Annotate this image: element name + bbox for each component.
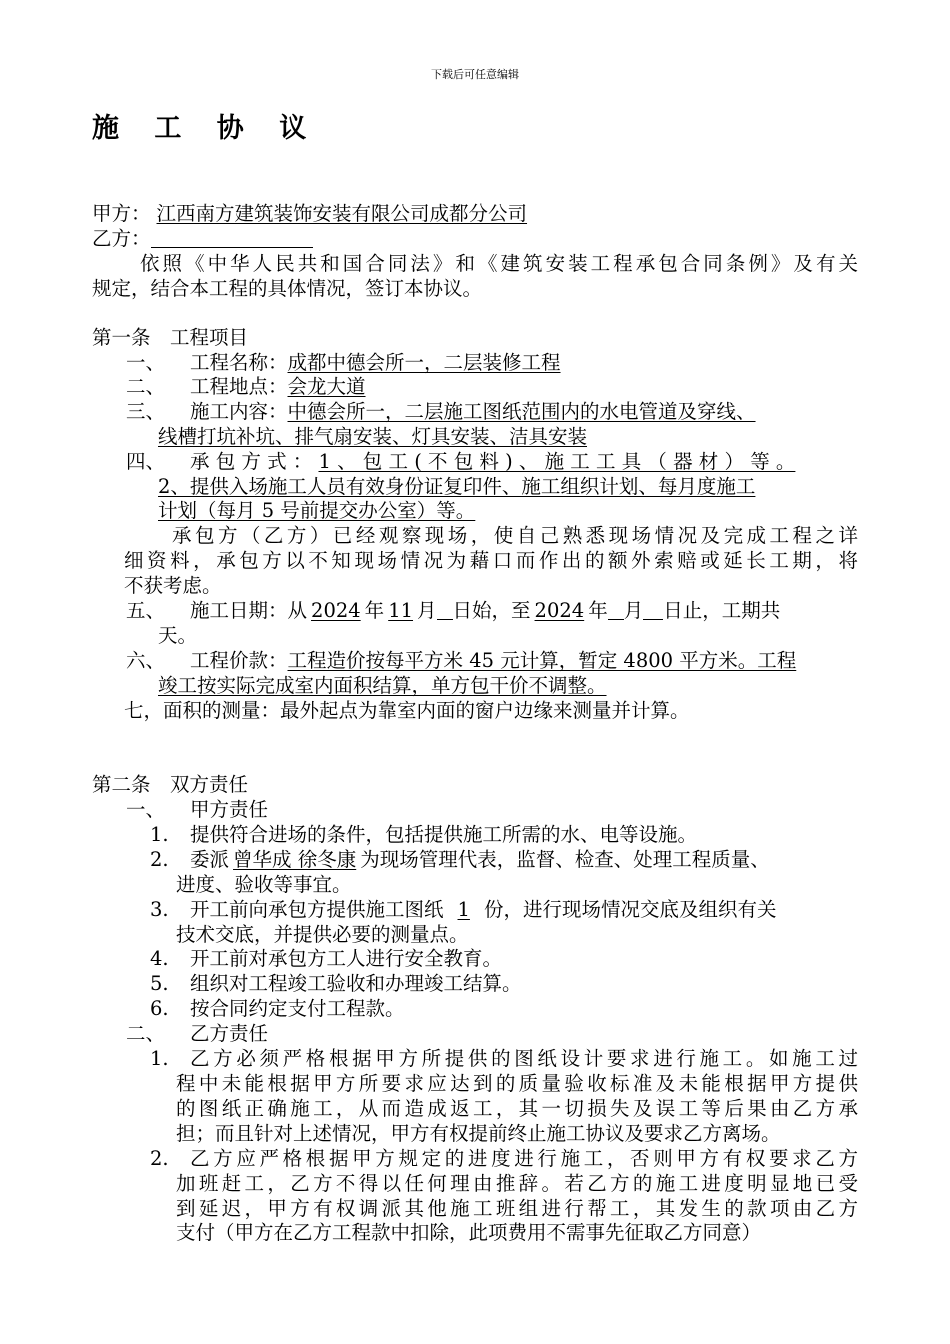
partB-item1-line4: 担；而且针对上述情况，甲方有权提前终止施工协议及要求乙方离场。 <box>176 1122 781 1145</box>
site-representatives: 曾华成 徐冬康 <box>233 848 357 871</box>
partB-item1-line2: 程中未能根据甲方所要求应达到的质量验收标准及未能根据甲方提供 <box>176 1072 858 1095</box>
partB-item1-line3: 的图纸正确施工，从而造成返工，其一切损失及误工等后果由乙方承 <box>176 1097 858 1120</box>
partB-num: 二、 <box>126 1022 166 1045</box>
item4-value1: 1 、 包 工 ( 不 包 料 ) 、 施 工 工 具 （ 器 材 ） 等 。 <box>318 450 796 473</box>
item6-line2 <box>158 673 617 698</box>
item4-label: 承 包 方 式 ： <box>190 450 313 473</box>
item3-value2: 线槽打坑补坑、排气扇安装、灯具安装、洁具安装 <box>158 425 588 448</box>
item3-line1 <box>190 399 756 424</box>
item4-num: 四、 <box>126 450 166 473</box>
item5-num: 五、 <box>126 599 166 622</box>
partA-item1-num: 1. <box>150 823 169 846</box>
item6-value1: 工程造价按每平方米 45 元计算，暂定 4800 平方米。工程 <box>287 649 797 672</box>
item3-value1: 中德会所一，二层施工图纸范围内的水电管道及穿线、 <box>287 400 756 423</box>
partA-item5-num: 5. <box>150 972 169 995</box>
partA-num: 一、 <box>126 798 166 821</box>
drawing-count: 1 <box>457 898 470 921</box>
item7-line: 七，面积的测量：最外起点为靠室内面的窗户边缘来测量并计算。 <box>124 699 690 722</box>
partB-item1-num: 1. <box>150 1047 169 1070</box>
item6-value2: 竣工按实际完成室内面积结算，单方包干价不调整。 <box>158 674 607 697</box>
item3-line2 <box>158 424 587 449</box>
partA-item2-line2: 进度、验收等事宜。 <box>176 873 352 896</box>
item1-line <box>190 350 679 375</box>
item2-label: 工程地点： <box>190 375 288 398</box>
partA-item5-text: 组织对工程竣工验收和办理竣工结算。 <box>190 972 522 995</box>
document-title: 施 工 协 议 <box>92 113 320 144</box>
item4-line3 <box>158 498 489 523</box>
item6-num: 六、 <box>126 649 166 672</box>
item5-label: 施工日期： <box>190 599 288 622</box>
party-a-label: 甲方： <box>92 202 151 225</box>
partA-item3-line2: 技术交底，并提供必要的测量点。 <box>176 923 469 946</box>
item4-value3: 计划（每月 5 号前提交办公室）等。 <box>158 499 476 522</box>
end-month-blank <box>608 599 624 620</box>
item5-line: 施工日期：从 2024 年 11 月 日始，至 2024 年 月 日止，工期共 <box>190 599 781 622</box>
item4-line2 <box>158 474 755 499</box>
party-b-blank <box>151 227 313 248</box>
partB-item2-line4: 支付（甲方在乙方工程款中扣除，此项费用不需事先征取乙方同意） <box>176 1221 762 1244</box>
partA-item3-num: 3. <box>150 898 169 921</box>
partB-item2-num: 2. <box>150 1147 169 1170</box>
partB-item2-line2: 加班赶工，乙方不得以任何理由推辞。若乙方的施工进度明显地已受 <box>176 1172 858 1195</box>
item6-line1 <box>190 648 796 673</box>
partA-item4-num: 4. <box>150 947 169 970</box>
item2-num: 二、 <box>126 375 166 398</box>
party-a-value: 江西南方建筑装饰安装有限公司成都分公司 <box>156 202 528 225</box>
header-note: 下载后可任意编辑 <box>431 68 519 81</box>
preamble-line-2: 规定，结合本工程的具体情况，签订本协议。 <box>92 277 483 300</box>
start-year: 2024 <box>311 599 361 622</box>
item3-label: 施工内容： <box>190 400 288 423</box>
item1-label: 工程名称： <box>190 351 288 374</box>
partA-item6-num: 6. <box>150 997 169 1020</box>
item1-num: 一、 <box>126 351 166 374</box>
partB-item2-line3: 到延迟，甲方有权调派其他施工班组进行帮工，其发生的款项由乙方 <box>176 1197 858 1220</box>
partA-item2-line1: 委派 曾华成 徐冬康 为现场管理代表，监督、检查、处理工程质量、 <box>190 848 770 871</box>
item3-num: 三、 <box>126 400 166 423</box>
end-year: 2024 <box>534 599 585 622</box>
note-line-3: 不获考虑。 <box>124 574 222 597</box>
article2-heading: 第二条 双方责任 <box>92 773 249 796</box>
item2-value: 会龙大道 <box>287 375 366 398</box>
start-month: 11 <box>388 599 414 622</box>
partA-item2-num: 2. <box>150 848 169 871</box>
partA-item4-text: 开工前对承包方工人进行安全教育。 <box>190 947 503 970</box>
party-a-line <box>92 201 539 226</box>
item1-value: 成都中德会所一，二层装修工程 <box>287 351 561 374</box>
item2-line <box>190 374 578 399</box>
partB-item2-line1: 乙方应严格根据甲方规定的进度进行施工，否则甲方有权要求乙方 <box>190 1147 858 1170</box>
item5-line2: 天。 <box>158 624 198 647</box>
partA-item6-text: 按合同约定支付工程款。 <box>190 997 405 1020</box>
partA-heading: 甲方责任 <box>190 798 269 821</box>
partB-heading: 乙方责任 <box>190 1022 269 1045</box>
partB-item1-line1: 乙方必须严格根据甲方所提供的图纸设计要求进行施工。如施工过 <box>190 1047 858 1070</box>
start-day-blank <box>437 599 453 620</box>
item6-label: 工程价款： <box>190 649 288 672</box>
preamble-line-1: 依照《中华人民共和国合同法》和《建筑安装工程承包合同条例》及有关 <box>140 252 858 275</box>
item4-line1 <box>190 449 795 474</box>
party-b-line <box>92 226 313 251</box>
partA-item3-line1: 开工前向承包方提供施工图纸 1 份，进行现场情况交底及组织有关 <box>190 898 777 921</box>
end-day-blank <box>643 599 663 620</box>
item4-value2: 2、提供入场施工人员有效身份证复印件、施工组织计划、每月度施工 <box>158 475 756 498</box>
partA-item1-text: 提供符合进场的条件，包括提供施工所需的水、电等设施。 <box>190 823 698 846</box>
note-line-1: 承包方（乙方）已经观察现场，使自己熟悉现场情况及完成工程之详 <box>172 524 858 547</box>
article1-heading: 第一条 工程项目 <box>92 326 249 349</box>
party-b-label: 乙方： <box>92 227 151 250</box>
note-line-2: 细资料，承包方以不知现场情况为藉口而作出的额外索赔或延长工期，将 <box>124 549 858 572</box>
